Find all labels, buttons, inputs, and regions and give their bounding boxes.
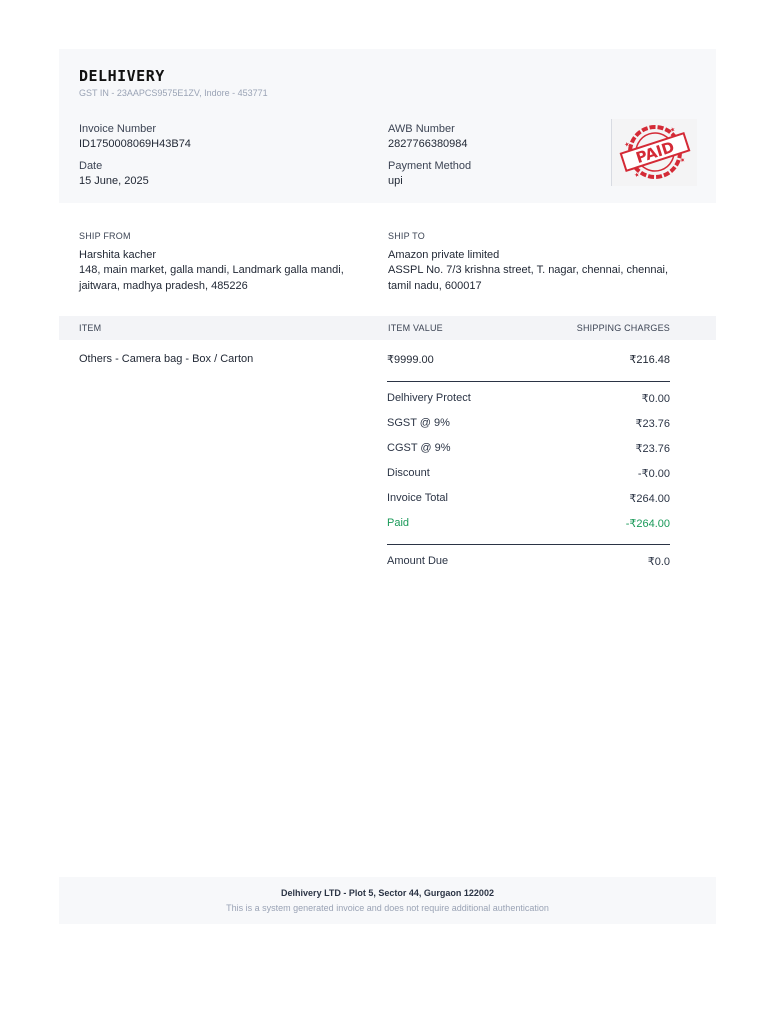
summary-label: SGST @ 9%: [387, 417, 450, 429]
amount-due-row: [387, 555, 670, 571]
payment-method-label: Payment Method: [388, 160, 472, 172]
summary-value: ₹23.76: [635, 443, 670, 455]
ship-from-section: [79, 229, 379, 294]
items-table-header: [59, 316, 716, 340]
awb-block: [388, 122, 468, 152]
summary-label: Invoice Total: [387, 492, 448, 504]
summary-value: -₹0.00: [637, 468, 670, 480]
ship-to-section: [388, 229, 708, 294]
svg-text:★: ★: [679, 157, 687, 165]
awb-value: 2827766380984: [388, 138, 468, 150]
invoice-number-block: [79, 122, 191, 152]
row-shipping: ₹216.48: [629, 354, 670, 366]
summary-sgst: [387, 417, 670, 433]
amount-due-value: ₹0.0: [647, 556, 670, 568]
summary-label: Discount: [387, 467, 430, 479]
paid-stamp-text: PAID: [633, 137, 677, 168]
header-shipping-charges: SHIPPING CHARGES: [576, 323, 670, 333]
summary-divider-bottom: [387, 544, 670, 545]
invoice-page: [59, 0, 716, 1024]
summary-discount: [387, 467, 670, 483]
summary-value: ₹0.00: [641, 393, 670, 405]
ship-from-name: Harshita kacher: [79, 248, 157, 261]
gst-info: GST IN - 23AAPCS9575E1ZV, Indore - 453771: [79, 88, 268, 98]
footer-note: This is a system generated invoice and does not require additional authentication: [226, 903, 549, 913]
summary-label: Paid: [387, 517, 410, 529]
summary-invoice-total: [387, 492, 670, 508]
ship-to-address-line2: tamil nadu, 600017: [388, 279, 482, 292]
delhivery-logo: DELHIVERY: [79, 67, 165, 85]
invoice-number-value: ID1750008069H43B74: [79, 138, 191, 150]
ship-to-name: Amazon private limited: [388, 248, 500, 261]
summary-paid: [387, 517, 670, 533]
invoice-footer: [59, 877, 716, 924]
awb-label: AWB Number: [388, 123, 455, 135]
summary-value: ₹23.76: [635, 418, 670, 430]
summary-label: CGST @ 9%: [387, 442, 451, 454]
summary-delhivery-protect: [387, 392, 670, 408]
summary-divider-top: [387, 381, 670, 382]
row-item: Others - Camera bag - Box / Carton: [79, 353, 254, 365]
invoice-header: [59, 49, 716, 203]
header-item: ITEM: [79, 323, 102, 333]
summary-value: ₹264.00: [629, 493, 670, 505]
svg-text:★: ★: [669, 126, 677, 135]
ship-from-label: SHIP FROM: [79, 231, 131, 241]
summary-cgst: [387, 442, 670, 458]
footer-address: Delhivery LTD - Plot 5, Sector 44, Gurgaon 122002: [281, 888, 494, 898]
ship-to-label: SHIP TO: [388, 231, 425, 241]
svg-text:★: ★: [633, 171, 641, 180]
payment-method-block: [388, 159, 471, 189]
date-block: [79, 159, 149, 189]
ship-to-address-line1: ASSPL No. 7/3 krishna street, T. nagar, chennai, chennai,: [388, 264, 669, 276]
row-item-value: ₹9999.00: [387, 354, 434, 366]
ship-from-address-line2: jaitwara, madhya pradesh, 485226: [79, 279, 248, 292]
summary-label: Delhivery Protect: [387, 392, 471, 404]
ship-from-address-line1: 148, main market, galla mandi, Landmark galla mandi,: [79, 264, 344, 276]
paid-stamp: [611, 119, 697, 186]
date-value: 15 June, 2025: [79, 175, 149, 187]
summary-value: -₹264.00: [625, 518, 670, 530]
amount-due-label: Amount Due: [387, 555, 449, 567]
invoice-number-label: Invoice Number: [79, 123, 157, 135]
date-label: Date: [79, 160, 103, 172]
header-item-value: ITEM VALUE: [388, 323, 443, 333]
svg-text:★: ★: [623, 141, 631, 149]
payment-method-value: upi: [388, 175, 403, 187]
